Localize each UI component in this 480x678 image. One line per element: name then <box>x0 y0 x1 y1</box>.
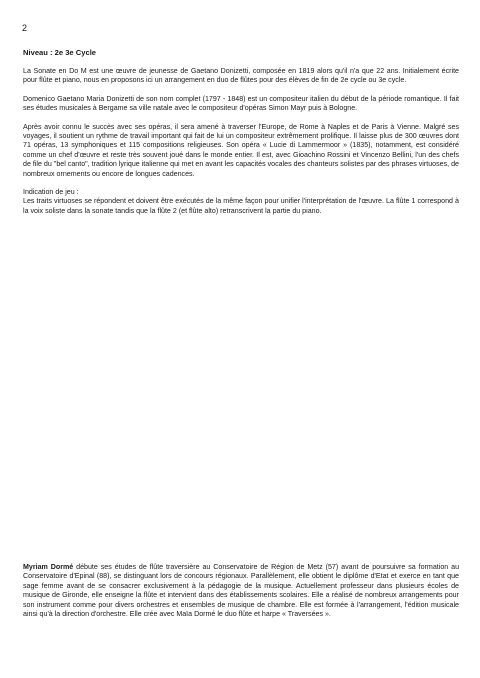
performance-heading: Indication de jeu : <box>23 188 79 197</box>
level-heading: Niveau : 2e 3e Cycle <box>23 48 97 57</box>
bio-name: Myriam Dormé <box>23 563 74 571</box>
intro-paragraph-1: La Sonate en Do M est une œuvre de jeunesse de Gaetano Donizetti, composée en 1819 alors qu'il n'a que 22 ans. Initialement écrite pour flûte et piano, nous en proposons ici un arrangement en duo de flûtes pour des élèves de fin de 2e cycle ou 3e cycle. <box>23 67 459 85</box>
performance-text: Les traits virtuoses se répondent et doivent être exécutés de la même façon pour unifier l'interprétation de l'œuvre. La flûte 1 correspond à la voix soliste dans la sonate tandis que la flûte 2 (et flûte alto) retranscrivent la partie du piano. <box>23 197 459 215</box>
intro-paragraph-2: Domenico Gaetano Maria Donizetti de son nom complet (1797 - 1848) est un compositeur italien du début de la période romantique. Il fait ses études musicales à Bergame sa ville natale avec le compositeur d'opéras Simon Mayr puis à Bologne. <box>23 94 459 113</box>
bio-paragraph <box>23 563 459 619</box>
arranger-biography <box>23 563 459 619</box>
bio-text: débute ses études de flûte traversière au Conservatoire de Région de Metz (57) avant de poursuivre sa formation au Conservatoire d'Epinal (88), se distinguant lors de concours régionaux. Parallèlement, elle obtient le diplôme d'Etat et exerce en tant que sage femme avant de se consacrer exclusivement à la pédagogie de la musique. Actuellement professeur dans plusieurs écoles de musique de Gironde, elle enseigne la flûte et intervient dans des établissements scolaires. Elle a réalisé de nombreux arrangements pour son instrument comme pour divers orchestres et ensembles de musique de chambre. Elle est formée à l'arrangement, l'édition musicale ainsi qu'à la direction d'orchestre. Elle crée avec Maïa Dormé le duo flûte et harpe « Traversées ». <box>23 563 460 619</box>
main-content <box>23 48 459 225</box>
page-number: 2 <box>22 23 28 33</box>
intro-paragraph-3: Après avoir connu le succès avec ses opéras, il sera amené à traverser l'Europe, de Rome à Naples et de Paris à Vienne. Malgré ses voyages, il soutient un rythme de travail important qui fait de lui un compositeur extrêmement prolifique. Il laisse plus de 300 œuvres dont 71 opéras, 13 symphoniques et 115 compositions religieuses. Son opéra « Lucie di Lammermoor » (1835), notamment, est considéré comme un chef d'œuvre et reste très souvent joué dans le monde entier. Il est, avec Gioachino Rossini et Vincenzo Bellini, l'un des chefs de file du "bel canto", tradition lyrique italienne qui met en avant les capacités vocales des chanteurs solistes par des phrases virtuoses, de nombreux ornements ou encore de longues cadences. <box>23 122 459 178</box>
